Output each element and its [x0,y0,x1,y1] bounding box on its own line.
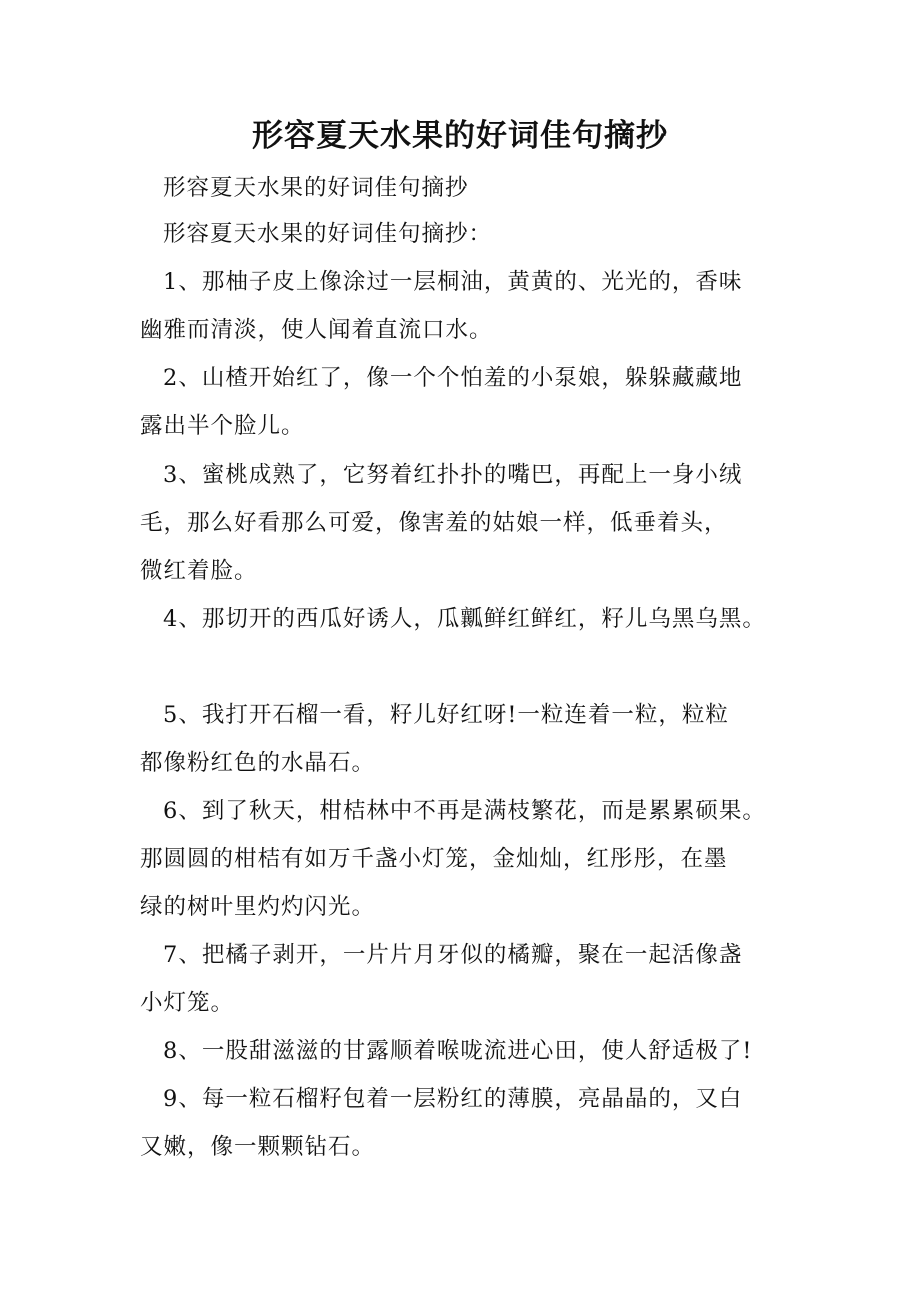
item-9-line-1: 9、每一粒石榴籽包着一层粉红的薄膜，亮晶晶的，又白 [163,1086,743,1112]
item-5-line-2: 都像粉红色的水晶石。 [140,750,376,776]
item-9-line-2: 又嫩，像一颗颗钻石。 [140,1134,376,1160]
document-title: 形容夏天水果的好词佳句摘抄 [252,118,668,154]
subtitle-line: 形容夏天水果的好词佳句摘抄 [163,175,469,201]
intro-line: 形容夏天水果的好词佳句摘抄： [163,221,493,247]
item-1-line-1: 1、那柚子皮上像涂过一层桐油，黄黄的、光光的，香味 [163,269,743,295]
item-4-line-1: 4、那切开的西瓜好诱人，瓜瓤鲜红鲜红，籽儿乌黑乌黑。 [163,606,766,632]
item-6-line-3: 绿的树叶里灼灼闪光。 [140,894,376,920]
item-3-line-3: 微红着脸。 [140,558,258,584]
item-7-line-2: 小灯笼。 [140,990,235,1016]
item-3-line-1: 3、蜜桃成熟了，它努着红扑扑的嘴巴，再配上一身小绒 [163,462,743,488]
item-5-line-1: 5、我打开石榴一看，籽儿好红呀!一粒连着一粒，粒粒 [163,702,729,728]
item-2-line-2: 露出半个脸儿。 [140,413,305,439]
item-1-line-2: 幽雅而清淡，使人闻着直流口水。 [140,317,493,343]
item-6-line-2: 那圆圆的柑桔有如万千盏小灯笼，金灿灿，红彤彤，在墨 [140,846,728,872]
item-6-line-1: 6、到了秋天，柑桔林中不再是满枝繁花，而是累累硕果。 [163,798,766,824]
item-7-line-1: 7、把橘子剥开，一片片月牙似的橘瓣，聚在一起活像盏 [163,942,743,968]
item-8-line-1: 8、一股甜滋滋的甘露顺着喉咙流进心田，使人舒适极了! [163,1038,753,1064]
item-3-line-2: 毛，那么好看那么可爱，像害羞的姑娘一样，低垂着头， [140,510,728,536]
item-2-line-1: 2、山楂开始红了，像一个个怕羞的小泵娘，躲躲藏藏地 [163,365,743,391]
